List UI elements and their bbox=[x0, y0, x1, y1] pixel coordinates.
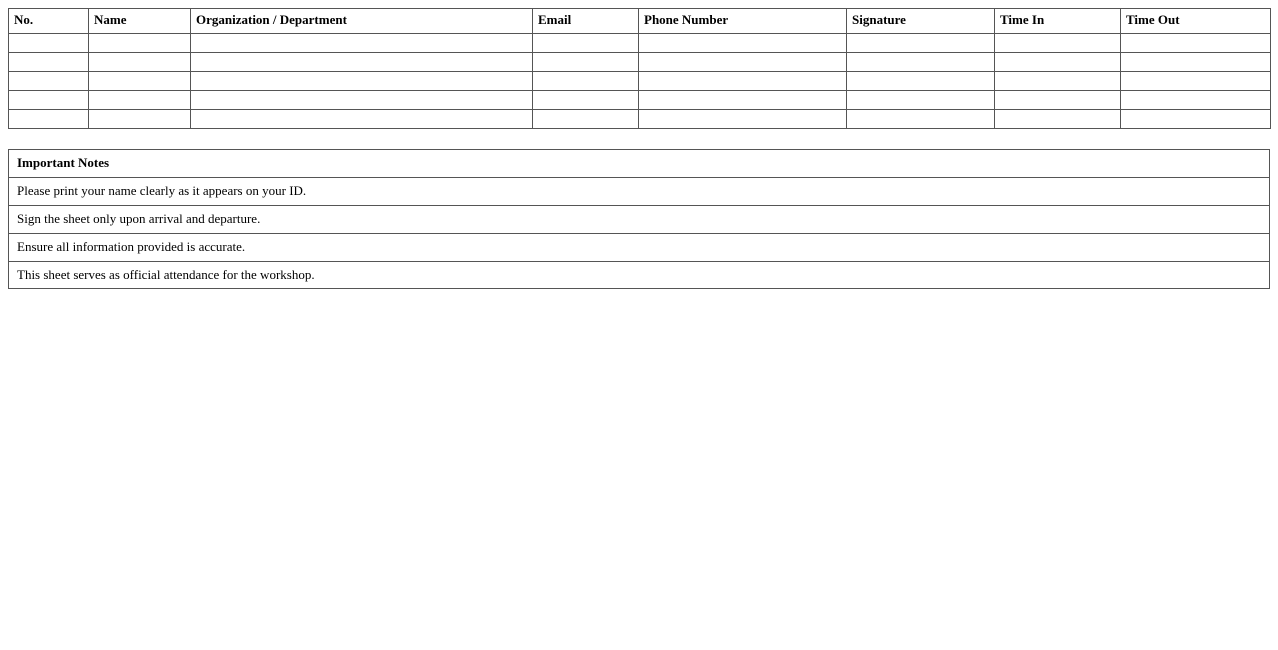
notes-header-row bbox=[9, 150, 1270, 178]
note-text: Ensure all information provided is accurate. bbox=[9, 233, 1270, 261]
cell-signature[interactable] bbox=[847, 72, 995, 91]
cell-name[interactable] bbox=[89, 91, 191, 110]
document-page bbox=[0, 0, 1278, 289]
cell-no[interactable] bbox=[9, 72, 89, 91]
attendance-header-row bbox=[9, 9, 1271, 34]
cell-phone[interactable] bbox=[639, 34, 847, 53]
table-row bbox=[9, 53, 1271, 72]
cell-signature[interactable] bbox=[847, 91, 995, 110]
note-text: Please print your name clearly as it appears on your ID. bbox=[9, 177, 1270, 205]
cell-name[interactable] bbox=[89, 110, 191, 129]
column-header-no: No. bbox=[9, 9, 89, 34]
table-row bbox=[9, 72, 1271, 91]
cell-time-out[interactable] bbox=[1121, 72, 1271, 91]
note-text: This sheet serves as official attendance for the workshop. bbox=[9, 261, 1270, 289]
cell-time-out[interactable] bbox=[1121, 110, 1271, 129]
cell-phone[interactable] bbox=[639, 72, 847, 91]
table-row bbox=[9, 110, 1271, 129]
cell-no[interactable] bbox=[9, 91, 89, 110]
notes-heading: Important Notes bbox=[9, 150, 1270, 178]
column-header-signature: Signature bbox=[847, 9, 995, 34]
cell-signature[interactable] bbox=[847, 34, 995, 53]
cell-organization[interactable] bbox=[191, 53, 533, 72]
important-notes-table bbox=[8, 149, 1270, 289]
column-header-email: Email bbox=[533, 9, 639, 34]
column-header-phone: Phone Number bbox=[639, 9, 847, 34]
note-text: Sign the sheet only upon arrival and departure. bbox=[9, 205, 1270, 233]
table-row bbox=[9, 91, 1271, 110]
column-header-name: Name bbox=[89, 9, 191, 34]
column-header-time-in: Time In bbox=[995, 9, 1121, 34]
cell-time-in[interactable] bbox=[995, 72, 1121, 91]
cell-phone[interactable] bbox=[639, 91, 847, 110]
cell-no[interactable] bbox=[9, 110, 89, 129]
cell-time-out[interactable] bbox=[1121, 91, 1271, 110]
cell-name[interactable] bbox=[89, 72, 191, 91]
column-header-time-out: Time Out bbox=[1121, 9, 1271, 34]
cell-organization[interactable] bbox=[191, 110, 533, 129]
cell-email[interactable] bbox=[533, 72, 639, 91]
list-item bbox=[9, 261, 1270, 289]
attendance-table bbox=[8, 8, 1271, 129]
cell-time-in[interactable] bbox=[995, 34, 1121, 53]
column-header-organization: Organization / Department bbox=[191, 9, 533, 34]
cell-signature[interactable] bbox=[847, 53, 995, 72]
list-item bbox=[9, 177, 1270, 205]
cell-name[interactable] bbox=[89, 34, 191, 53]
cell-email[interactable] bbox=[533, 34, 639, 53]
cell-time-out[interactable] bbox=[1121, 34, 1271, 53]
cell-time-in[interactable] bbox=[995, 91, 1121, 110]
cell-email[interactable] bbox=[533, 53, 639, 72]
cell-organization[interactable] bbox=[191, 91, 533, 110]
cell-email[interactable] bbox=[533, 91, 639, 110]
cell-no[interactable] bbox=[9, 34, 89, 53]
list-item bbox=[9, 205, 1270, 233]
cell-phone[interactable] bbox=[639, 53, 847, 72]
cell-no[interactable] bbox=[9, 53, 89, 72]
table-row bbox=[9, 34, 1271, 53]
cell-time-out[interactable] bbox=[1121, 53, 1271, 72]
cell-signature[interactable] bbox=[847, 110, 995, 129]
cell-time-in[interactable] bbox=[995, 53, 1121, 72]
cell-email[interactable] bbox=[533, 110, 639, 129]
section-spacer bbox=[8, 129, 1270, 149]
cell-phone[interactable] bbox=[639, 110, 847, 129]
cell-time-in[interactable] bbox=[995, 110, 1121, 129]
cell-organization[interactable] bbox=[191, 34, 533, 53]
list-item bbox=[9, 233, 1270, 261]
cell-name[interactable] bbox=[89, 53, 191, 72]
cell-organization[interactable] bbox=[191, 72, 533, 91]
